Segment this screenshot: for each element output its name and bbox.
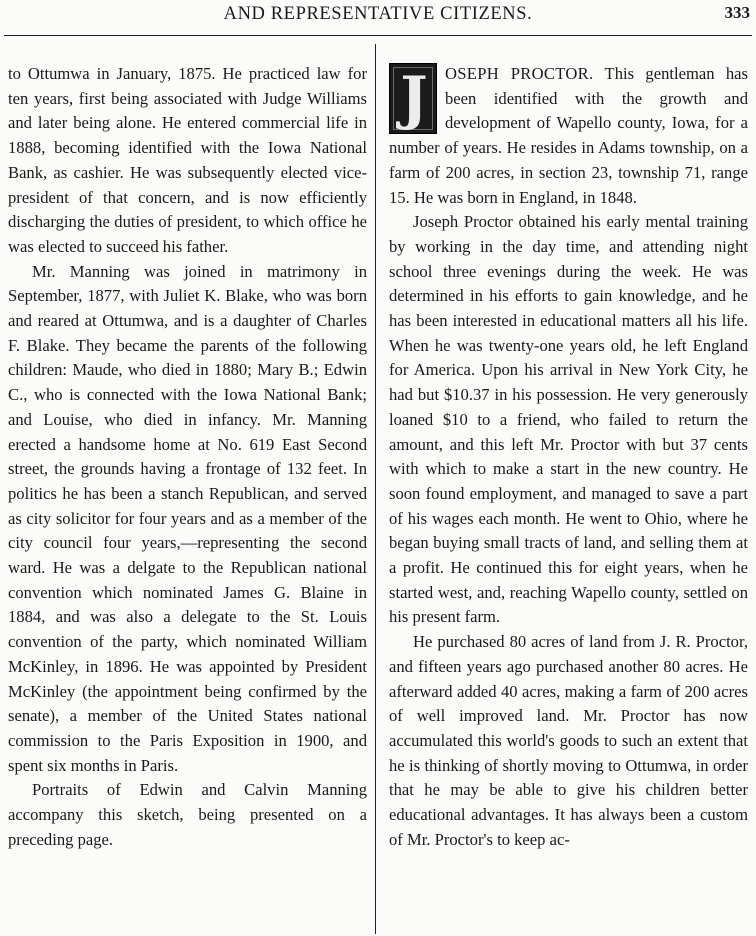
left-paragraph-1: to Ottumwa in January, 1875. He practiced law for ten years, first being associated with Judge Williams and later being alone. He entered commercial life in 1888, becoming identified with the Iowa National Bank, as cashier. He was subsequently elected vice-president of that concern, and is now efficiently discharging the duties of president, to which office he was elected to succeed his father. (8, 64, 367, 256)
running-head-title: AND REPRESENTATIVE CITIZENS. (223, 4, 533, 24)
running-header (0, 0, 756, 34)
left-paragraph-3: Portraits of Edwin and Calvin Manning accompany this sketch, being presented on a preceding page. (8, 780, 367, 849)
dropcap-ornament (389, 63, 437, 134)
right-paragraph-3: He purchased 80 acres of land from J. R. Proctor, and fifteen years ago purchased another 80 acres. He afterward added 40 acres, making a farm of 200 acres of well improved land. Mr. Proctor has now accumulated this world's goods to such an extent that he is thinking of shortly moving to Ottumwa, in order that he may be able to give his children better educational advantages. It has always been a custom of Mr. Proctor's to keep ac- (389, 632, 748, 849)
left-column (8, 62, 367, 853)
dropcap-letter: J (400, 64, 428, 132)
right-column (389, 62, 748, 853)
right-paragraph-1 (389, 62, 748, 210)
right-paragraph-2: Joseph Proctor obtained his early mental training by working in the day time, and attending night school three evenings during the week. He was determined in his efforts to gain knowledge, and he has been interested in educational matters all his life. When he was twenty-one years old, he left England for America. Upon his arrival in New York City, he had but $10.37 in his possession. He very generously loaned $10 to a friend, who failed to return the amount, and this left Mr. Proctor with but 37 cents with which to make a start in the new country. He soon found employment, and managed to save a part of his wages each month. He went to Ohio, where he began buying small tracts of land, and selling them at a profit. He continued this for eight years, when he started west, and, reaching Wapello county, settled on his present farm. (389, 212, 748, 627)
header-rule (4, 35, 752, 36)
right-paragraph-1-text: This gentleman has been identified with the growth and development of Wapello county, Iowa, for a number of years. He resides in Adams township, on a farm of 200 acres, in section 23, township 71, range 15. He was born in England, in 1848. (389, 64, 748, 207)
left-paragraph-2: Mr. Manning was joined in matrimony in September, 1877, with Juliet K. Blake, who was born and reared at Ottumwa, and is a daughter of Charles F. Blake. They became the parents of the following children: Maude, who died in 1880; Mary B.; Edwin C., who is connected with the Iowa National Bank; and Louise, who died in infancy. Mr. Manning erected a handsome home at No. 619 East Second street, the grounds having a frontage of 132 feet. In politics he has been a stanch Republican, and served as city solicitor for four years and as a member of the city council four years,—representing the second ward. He was a delgate to the Republican national convention which nominated James G. Blaine in 1884, and was also a delegate to the St. Louis convention of the party, which nominated William McKinley, in 1896. He was appointed by President McKinley (the appointment being confirmed by the senate), a member of the United States national commission to the Paris Exposition in 1900, and spent six months in Paris. (8, 261, 367, 775)
page-number: 333 (724, 3, 750, 22)
article-lead-name: OSEPH PROCTOR. (445, 64, 594, 83)
column-divider (375, 44, 376, 934)
